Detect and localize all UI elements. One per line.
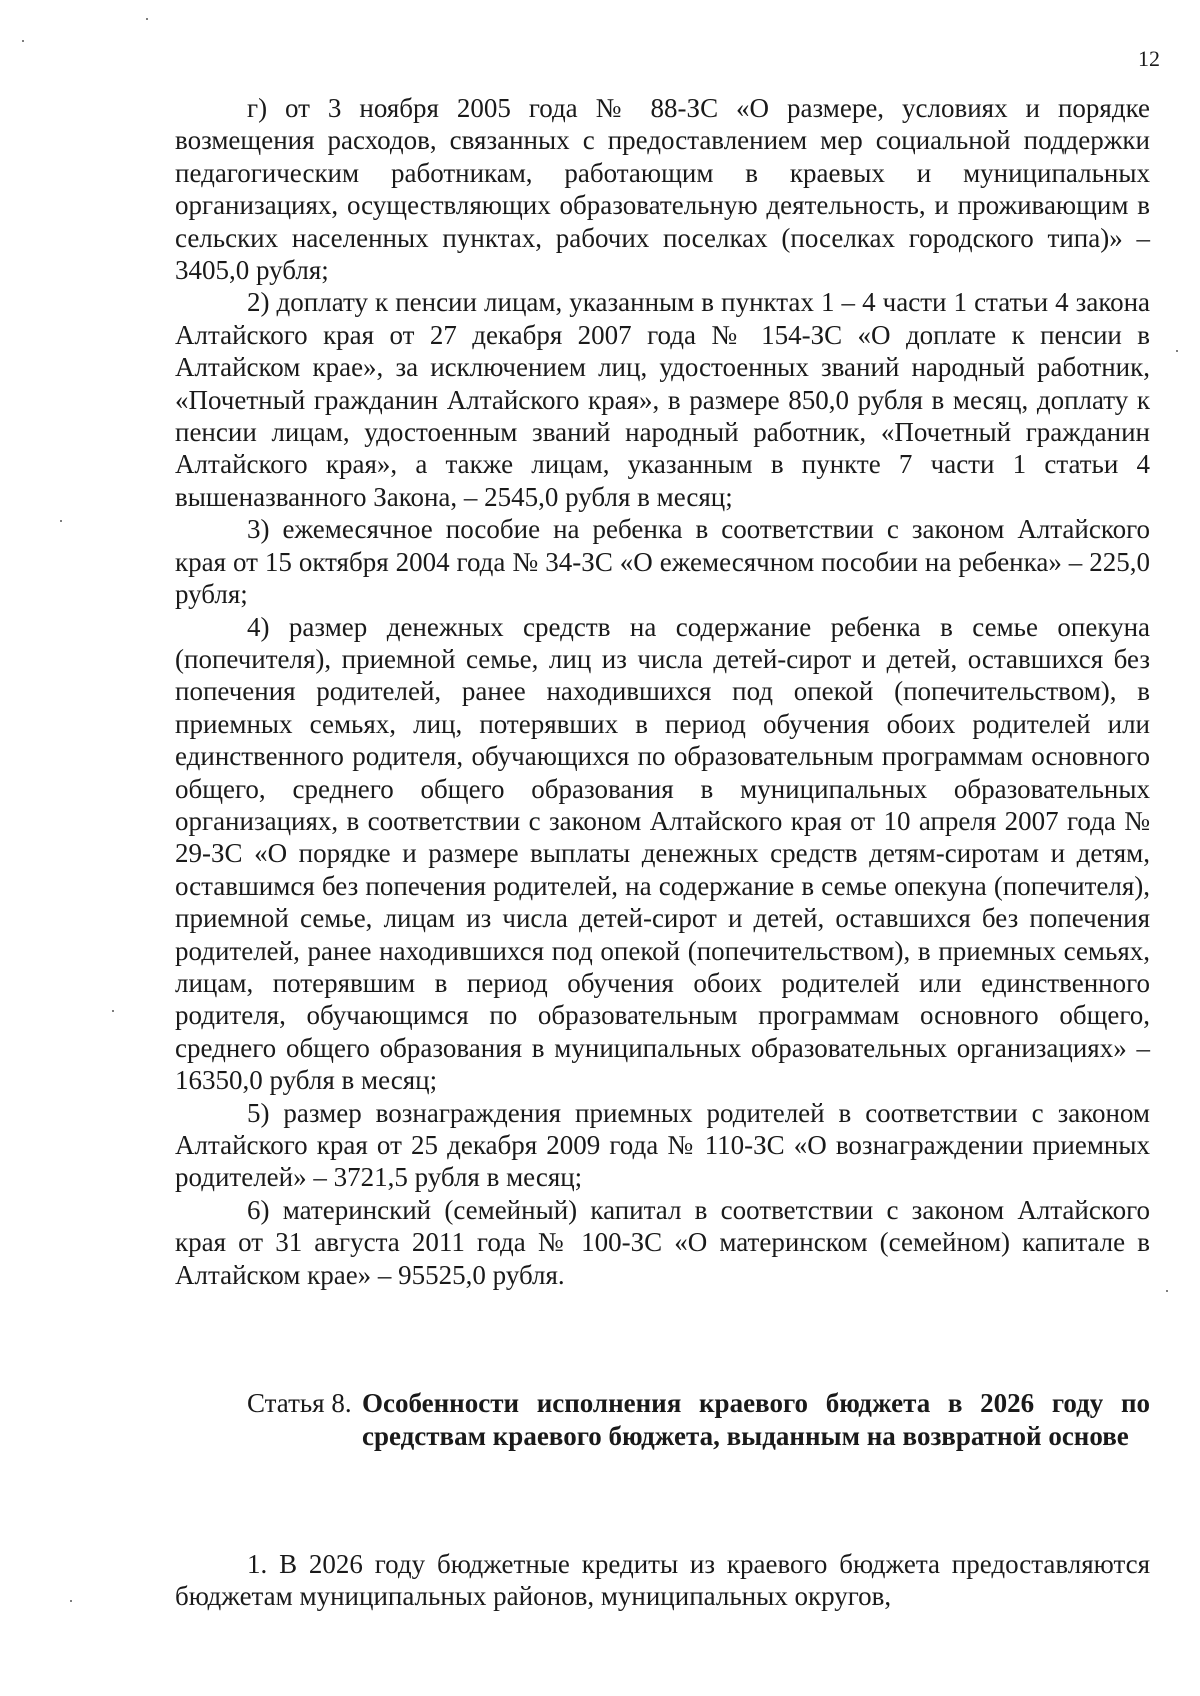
page-number: 12 bbox=[1138, 46, 1160, 71]
scan-speck bbox=[112, 1010, 114, 1012]
scan-speck bbox=[22, 40, 24, 42]
paragraph-1g: г) от 3 ноября 2005 года № 88-ЗС «О размере, условиях и порядке возмещения расходов, связанных с предоставлением мер социальной поддержки педагогическим работникам, работающим в краевых и муниципальных организациях, осуществляющих образовательную деятельность, и проживающим в сельских населенных пунктах, рабочих поселках (поселках городского типа)» – 3405,0 рубля; bbox=[175, 93, 1150, 286]
article-8-heading bbox=[247, 1387, 1150, 1453]
scan-speck bbox=[146, 18, 148, 20]
paragraph-3: 3) ежемесячное пособие на ребенка в соответствии с законом Алтайского края от 15 октября 2004 года № 34-ЗС «О ежемесячном пособии на ребенка» – 225,0 рубля; bbox=[175, 514, 1150, 610]
scan-speck bbox=[60, 520, 62, 522]
article-label: Статья 8. bbox=[247, 1388, 352, 1418]
article-title: Особенности исполнения краевого бюджета в 2026 году по средствам краевого бюджета, выданным на возвратной основе bbox=[362, 1388, 1150, 1451]
paragraph-5: 5) размер вознаграждения приемных родителей в соответствии с законом Алтайского края от 25 декабря 2009 года № 110-ЗС «О вознаграждении приемных родителей» – 3721,5 рубля в месяц; bbox=[175, 1097, 1150, 1193]
scan-speck bbox=[70, 1600, 72, 1602]
document-body bbox=[175, 92, 1150, 1291]
article-8-body bbox=[175, 1548, 1150, 1613]
article-8-part-1: 1. В 2026 году бюджетные кредиты из краевого бюджета предоставляются бюджетам муниципальных районов, муниципальных округов, bbox=[175, 1549, 1150, 1612]
paragraph-4: 4) размер денежных средств на содержание ребенка в семье опекуна (попечителя), приемной семье, лиц из числа детей-сирот и детей, оставшихся без попечения родителей, ранее находившихся под опекой (попечительством), в приемных семьях, лиц, потерявших в период обучения обоих родителей или единственного родителя, обучающихся по образовательным программам основного общего, среднего общего образования в муниципальных образовательных организациях, в соответствии с законом Алтайского края от 10 апреля 2007 года № 29-ЗС «О порядке и размере выплаты денежных средств детям-сиротам и детям, оставшимся без попечения родителей, на содержание в семье опекуна (попечителя), приемной семье, лицам из числа детей-сирот и детей, оставшихся без попечения родителей, ранее находившихся под опекой (попечительством), в приемных семьях, лицам, потерявшим в период обучения обоих родителей или единственного родителя, обучающимся по образовательным программам основного общего, среднего общего образования в муниципальных образовательных организациях» – 16350,0 рубля в месяц; bbox=[175, 611, 1150, 1096]
paragraph-6: 6) материнский (семейный) капитал в соответствии с законом Алтайского края от 31 августа 2011 года № 100-ЗС «О материнском (семейном) капитале в Алтайском крае» – 95525,0 рубля. bbox=[175, 1194, 1150, 1290]
paragraph-2: 2) доплату к пенсии лицам, указанным в пунктах 1 – 4 части 1 статьи 4 закона Алтайского края от 27 декабря 2007 года № 154-ЗС «О доплате к пенсии в Алтайском крае», за исключением лиц, удостоенных званий народный работник, «Почетный гражданин Алтайского края», в размере 850,0 рубля в месяц, доплату к пенсии лицам, удостоенным званий народный работник, «Почетный гражданин Алтайского края», а также лицам, указанным в пункте 7 части 1 статьи 4 вышеназванного Закона, – 2545,0 рубля в месяц; bbox=[175, 287, 1150, 512]
scan-speck bbox=[1166, 1290, 1168, 1292]
scan-speck bbox=[1176, 350, 1178, 352]
